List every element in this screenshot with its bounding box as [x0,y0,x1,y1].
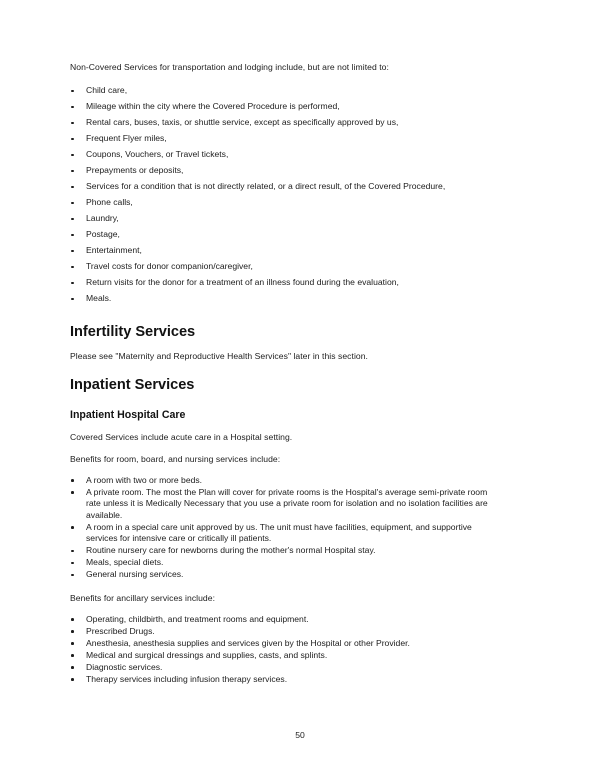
bullet-icon [71,154,74,157]
list-item [70,261,502,272]
infertility-paragraph: Please see "Maternity and Reproductive Health Services" later in this section. [70,350,368,361]
list-item-label: Meals. [86,293,112,304]
non-covered-services-list [70,85,502,304]
list-item-label: A room with two or more beds. [86,475,203,486]
spacer [70,581,502,593]
list-item-label: Diagnostic services. [86,662,163,673]
bullet-icon [71,526,74,529]
bullet-icon [71,491,74,494]
spacer [70,73,502,85]
list-item [70,293,502,304]
page-content [70,62,502,685]
bullet-icon [71,642,74,645]
list-item [70,181,502,192]
bullet-icon [71,250,74,253]
list-item-label: General nursing services. [86,569,184,580]
list-item [70,674,502,685]
list-item [70,614,502,625]
page-number: 50 [295,730,305,740]
list-item [70,229,502,240]
list-item [70,245,502,256]
bullet-icon [71,122,74,125]
list-item-label: Medical and surgical dressings and supplies, casts, and splints. [86,650,328,661]
inpatient-paragraph-1: Covered Services include acute care in a Hospital setting. [70,432,293,443]
list-item-label: Frequent Flyer miles, [86,133,167,144]
list-item [70,626,502,637]
list-item-label: Services for a condition that is not directly related, or a direct result, of the Covered Procedure, [86,181,446,192]
list-item [70,149,502,160]
list-item-label: Prepayments or deposits, [86,165,184,176]
list-item-label: Laundry, [86,213,119,224]
bullet-icon [71,550,74,553]
list-item-label: Postage, [86,229,120,240]
bullet-icon [71,186,74,189]
bullet-icon [71,654,74,657]
bullet-icon [71,234,74,237]
list-item-label: Return visits for the donor for a treatment of an illness found during the evaluation, [86,277,399,288]
list-item-label: A private room. The most the Plan will cover for private rooms is the Hospital's average semi-private room rate unless it is Medically Necessary that you use a private room for isolation and no isolation facilities are available. [86,487,488,520]
bullet-icon [71,90,74,93]
list-item-label: A room in a special care unit approved by us. The unit must have facilities, equipment, and supportive services for intensive care or critically ill patients. [86,521,472,544]
list-item [70,569,502,580]
list-item [70,197,502,208]
subsection-heading-inpatient-hospital-care: Inpatient Hospital Care [70,409,186,422]
list-item-label: Meals, special diets. [86,557,164,568]
room-board-benefits-list [70,475,502,581]
list-item [70,557,502,568]
spacer [70,465,502,475]
list-item-label: Travel costs for donor companion/caregiver, [86,261,253,272]
list-item-label: Entertainment, [86,245,142,256]
list-item-label: Therapy services including infusion therapy services. [86,674,288,685]
bullet-icon [71,574,74,577]
list-item [70,522,502,545]
list-item-label: Routine nursery care for newborns during the mother's normal Hospital stay. [86,545,376,556]
bullet-icon [71,618,74,621]
list-item-label: Operating, childbirth, and treatment rooms and equipment. [86,614,309,625]
list-item [70,662,502,673]
list-item-label: Anesthesia, anesthesia supplies and services given by the Hospital or other Provider. [86,638,410,649]
list-item-label: Mileage within the city where the Covered Procedure is performed, [86,101,340,112]
list-item [70,545,502,556]
bullet-icon [71,282,74,285]
bullet-icon [71,138,74,141]
list-item [70,277,502,288]
list-item [70,101,502,112]
list-item-label: Phone calls, [86,197,133,208]
list-item-label: Prescribed Drugs. [86,626,155,637]
list-item [70,475,502,486]
bullet-icon [71,202,74,205]
spacer [70,341,502,351]
bullet-icon [71,666,74,669]
bullet-icon [71,298,74,301]
bullet-icon [71,106,74,109]
list-item [70,638,502,649]
bullet-icon [71,266,74,269]
spacer [70,604,502,614]
list-item [70,133,502,144]
ancillary-benefits-list [70,614,502,685]
bullet-icon [71,562,74,565]
spacer [70,394,502,408]
list-item [70,165,502,176]
list-item [70,117,502,128]
inpatient-paragraph-2: Benefits for room, board, and nursing services include: [70,453,281,464]
bullet-icon [71,630,74,633]
inpatient-paragraph-3: Benefits for ancillary services include: [70,592,216,603]
bullet-icon [71,218,74,221]
list-item-label: Child care, [86,85,128,96]
bullet-icon [71,170,74,173]
intro-paragraph: Non-Covered Services for transportation and lodging include, but are not limited to: [70,62,389,72]
bullet-icon [71,479,74,482]
list-item-label: Rental cars, buses, taxis, or shuttle service, except as specifically approved by us, [86,117,399,128]
list-item [70,213,502,224]
list-item [70,650,502,661]
spacer [70,444,502,454]
spacer [70,362,502,376]
section-heading-infertility: Infertility Services [70,323,196,340]
section-heading-inpatient: Inpatient Services [70,377,195,394]
list-item [70,487,502,521]
bullet-icon [71,678,74,681]
list-item [70,85,502,96]
spacer [70,422,502,432]
list-item-label: Coupons, Vouchers, or Travel tickets, [86,149,229,160]
spacer [70,305,502,323]
